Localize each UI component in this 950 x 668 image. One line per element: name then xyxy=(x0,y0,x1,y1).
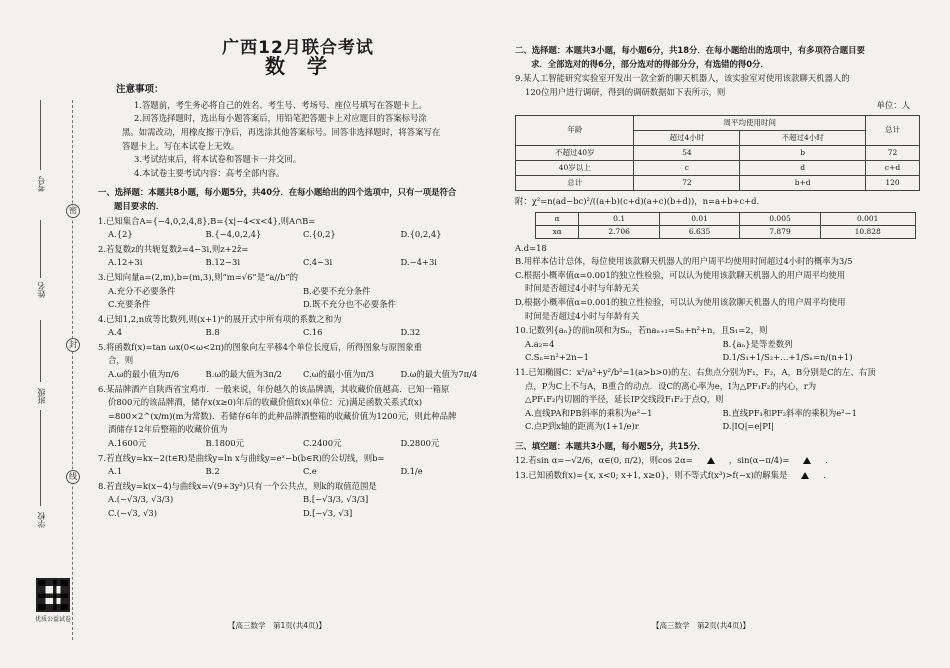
option: B.{−4,0,2,4} xyxy=(205,229,262,240)
critical-value-table xyxy=(535,212,916,239)
question-10: 10.记数列{aₙ}的前n项和为Sₙ，若naₙ₊₁=Sₙ+n²+n，且S₁=2，则 A.a₂=4 B.{aₙ}是等差数列 C.Sₙ=n²+2n−1 D.1/S₁+1/S₂+…+1/Sₙ=n/(n+1) xyxy=(515,324,920,365)
notice-item: 答题卡上。写在本试卷上无效。 xyxy=(122,140,240,151)
option: C.16 xyxy=(303,327,323,338)
option: D.1/S₁+1/S₂+…+1/Sₙ=n/(n+1) xyxy=(722,352,853,363)
table-row: xα 2.706 6.635 7.879 10.828 xyxy=(536,225,916,238)
class-label: 班级 xyxy=(37,388,46,404)
section-3-heading: 三、填空题：本题共3小题，每小题5分，共15分． xyxy=(515,440,706,451)
question-1: 1.已知集合A={−4,0,2,4,8},B={x|−4<x<4},则A∩B= A.{2} B.{−4,0,2,4} C.{0,2} D.{0,2,4} xyxy=(98,215,498,242)
seal-circle: 封 xyxy=(66,338,80,352)
notice-heading: 注意事项： xyxy=(116,84,164,96)
left-column xyxy=(98,40,498,521)
table-header: 总计 xyxy=(866,115,920,145)
option: A.ω的最小值为π/6 xyxy=(108,369,180,380)
option: C.充要条件 xyxy=(108,299,151,310)
table-header: 不超过4小时 xyxy=(740,130,866,145)
name-blank xyxy=(40,220,41,278)
exam-number-blank xyxy=(40,100,41,170)
binding-margin xyxy=(0,0,92,668)
page-footer-right: 【高三数学 第2页(共4页)】 xyxy=(652,621,750,630)
seal-circle: 线 xyxy=(66,470,80,484)
table-header: 年龄 xyxy=(516,115,634,145)
option: D.[−√3, √3] xyxy=(303,508,353,518)
table-row: 不超过40岁 54 b 72 xyxy=(516,145,920,160)
option: B.必要不充分条件 xyxy=(303,285,371,296)
option: B.用样本估计总体，每位使用该款聊天机器人的用户周平均使用时间超过4小时的概率为3/5 xyxy=(515,256,853,267)
seal-line xyxy=(72,100,73,640)
option: D.|IQ|=e|PI| xyxy=(722,421,774,432)
notice-item: 1.答题前，考生务必将自己的姓名、考生号、考场号、座位号填写在答题卡上。 xyxy=(134,99,427,110)
notice-item: 2.回答选择题时，选出每小题答案后，用铅笔把答题卡上对应题目的答案标号涂 xyxy=(134,113,427,124)
question-6: 6.某品牌酒产自陕西省宝鸡市．一般来说，年份越久的该品牌酒，其收藏价值越高．已知一箱原 价800元的该品牌酒，储存x(x≥0)年后的收藏价值f(x)(单位：元)满足函数关系式f(x) =800×2^(x/m)(m为常数)．若储存6年的此种品牌酒整箱的收藏价值为1200元，则此种品牌 酒储存12年后整箱的收藏价值为 A.1600元 B.1800元 C.2400元 D.2800元 xyxy=(98,383,498,451)
question-12: 12.若sin α=−√2/6，α∈(0, π/2)，则cos 2α= ，sin(α−π/4)= ． xyxy=(515,455,834,466)
table-row: 40岁以上 c d c+d xyxy=(516,160,920,175)
qr-code xyxy=(36,578,70,612)
notice-item: 3.考试结束后，将本试卷和答题卡一并交回。 xyxy=(134,154,302,165)
question-5: 5.将函数f(x)=tan ωx(0<ω<2π)的图象向左平移4个单位长度后，所得图象与原图象重 合，则 A.ω的最小值为π/6 B.ω的最大值为3π/2 C.ω的最小值为π/3 D.ω的最大值为7π/4 xyxy=(98,341,498,382)
answer-blank-icon xyxy=(803,457,811,464)
survey-table xyxy=(515,115,920,191)
notice-item: 黑。如需改动，用橡皮擦干净后，再选涂其他答案标号。回答非选择题时，将答案写在 xyxy=(122,126,441,137)
option: D.2800元 xyxy=(400,438,440,449)
exam-number-label: 考号 xyxy=(37,176,46,192)
option: D.{0,2,4} xyxy=(400,229,442,240)
question-2: 2.若复数z的共轭复数z̄=4−3i,则z+2z̄= A.12+3i B.12−3i C.4−3i D.−4+3i xyxy=(98,243,498,270)
question-4: 4.已知1,2,n成等比数列,则(x+1)ⁿ的展开式中所有项的系数之和为 A.4 B.8 C.16 D.32 xyxy=(98,313,498,340)
exam-title: 广西12月联合考试 xyxy=(222,38,374,58)
option: A.a₂=4 xyxy=(525,338,555,349)
question-3: 3.已知向量a=(2,m),b=(m,3),则“m=√6”是“a//b”的 A.充分不必要条件 B.必要不充分条件 C.充要条件 D.既不充分也不必要条件 xyxy=(98,271,498,312)
table-header: 超过4小时 xyxy=(634,130,740,145)
option: A.(−√3/3, √3/3) xyxy=(108,494,174,505)
option: B.8 xyxy=(205,327,220,338)
option: D.ω的最大值为7π/4 xyxy=(400,369,478,380)
option: B.2 xyxy=(205,466,220,477)
option: D.1/e xyxy=(400,466,423,477)
question-7: 7.若直线y=kx−2(t∈R)是曲线y=ln x与曲线y=eˣ−b(b∈R)的公切线，则b= A.1 B.2 C.e D.1/e xyxy=(98,452,498,479)
qr-caption: 优质公益试卷 xyxy=(34,616,71,623)
section-1-heading: 一、选择题：本题共8小题，每小题5分，共40分．在每小题给出的四个选项中，只有一项是符合 题目要求的． xyxy=(98,187,457,211)
question-9: 9.某人工智能研究实验室开发出一款全新的聊天机器人，该实验室对使用该款聊天机器人的 120位用户进行调研，得到的调研数据如下表所示，则 单位：人 年龄 周平均使用时间 总计 超过4小时 不超过4小时 不超过40岁 54 b 72 40岁以上 c d c+d 总计 72 b+d 120 附：χ²=n(ad−bc)²/((a+b)(c+d)(a+c)(b+d))，n=a+b+c+d． α 0.1 0.01 0.005 0.001 xα 2.706 6.635 7.879 10.828 A.d=18 B.用样本估计总体，每位使用该款聊天机器人的用户周平均使用时间超过4小时的概率为3/5 C.根据小概率值α=0.001的独立性检验，可以认为使用该款聊天机器人的用户周平均使用 时间是否超过4小时与年龄无关 D.根据小概率值α=0.001的独立性检验，可以认为使用该款聊天机器人的用户周平均使用 时间是否超过4小时与年龄有关 xyxy=(515,72,920,323)
table-header: 周平均使用时间 xyxy=(634,115,866,130)
option: A.充分不必要条件 xyxy=(108,285,176,296)
option: A.直线PA和PB斜率的乘积为e²−1 xyxy=(525,407,653,418)
page-footer-left: 【高三数学 第1页(共4页)】 xyxy=(228,621,326,630)
question-11: 11.已知椭圆C：x²/a²+y²/b²=1(a>b>0)的左、右焦点分别为F₁，F₂，A，B分别是C的左、右顶 点，P为C上不与A，B重合的动点．设C的离心率为e，I为△PF₁F₂的内心，r为 △PF₁F₂内切圆的半径，延长IP交线段F₁F₂于点Q，则 A.直线PA和PB斜率的乘积为e²−1 B.直线PF₁和PF₂斜率的乘积为e²−1 C.点P到x轴的距离为(1+1/e)r D.|IQ|=e|PI| xyxy=(515,366,920,434)
option: B.直线PF₁和PF₂斜率的乘积为e²−1 xyxy=(722,407,857,418)
option: B.12−3i xyxy=(205,257,240,268)
option-continued: 时间是否超过4小时与年龄无关 xyxy=(525,283,640,294)
option: D.根据小概率值α=0.001的独立性检验，可以认为使用该款聊天机器人的用户周平均使用 xyxy=(515,296,846,307)
option: A.12+3i xyxy=(108,257,143,268)
option: B.{aₙ}是等差数列 xyxy=(722,338,793,349)
right-column xyxy=(515,44,920,483)
question-13: 13.已知函数f(x)={x, x<0; x+1, x≥0}，则不等式f(x³)>f(−x)的解集是 ． xyxy=(515,470,832,481)
notice-section xyxy=(98,83,498,180)
option: A.{2} xyxy=(108,229,133,240)
chi-square-formula: 附：χ²=n(ad−bc)²/((a+b)(c+d)(a+c)(b+d))，n=a+b+c+d． xyxy=(515,195,765,206)
answer-blank-icon xyxy=(707,457,715,464)
answer-blank-icon xyxy=(801,472,809,479)
table-row: 总计 72 b+d 120 xyxy=(516,175,920,190)
name-label: 姓名 xyxy=(37,282,46,298)
school-label: 学校 xyxy=(37,512,46,528)
option: C.(−√3, √3) xyxy=(108,508,157,518)
school-blank xyxy=(40,410,41,506)
seal-circle: 密 xyxy=(66,204,80,218)
option: A.d=18 xyxy=(515,242,547,253)
unit-label: 单位：人 xyxy=(876,100,910,111)
section-2-heading: 二、选择题：本题共3小题，每小题6分，共18分．在每小题给出的选项中，有多项符合题目要 求．全部选对的得6分，部分选对的得部分分，有选错的得0分． xyxy=(515,45,865,69)
option: B.[−√3/3, √3/3] xyxy=(303,494,369,505)
class-blank xyxy=(40,320,41,382)
option: B.1800元 xyxy=(205,438,245,449)
option: C.e xyxy=(303,466,317,477)
option: D.既不充分也不必要条件 xyxy=(303,299,396,310)
option: D.−4+3i xyxy=(400,257,437,268)
option: A.1600元 xyxy=(108,438,147,449)
option: C.根据小概率值α=0.001的独立性检验，可以认为使用该款聊天机器人的用户周平均使用 xyxy=(515,269,846,280)
option: C.Sₙ=n²+2n−1 xyxy=(525,352,589,363)
option: C.点P到x轴的距离为(1+1/e)r xyxy=(525,421,639,432)
option: C.ω的最小值为π/3 xyxy=(303,369,375,380)
option: C.4−3i xyxy=(303,257,333,268)
question-8: 8.若直线y=k(x−4)与曲线x=√(9+3y²)只有一个公共点，则k的取值范围是 A.(−√3/3, √3/3) B.[−√3/3, √3/3] C.(−√3, √3) D.[−√3, √3] xyxy=(98,480,498,521)
notice-item: 4.本试卷主要考试内容：高考全部内容。 xyxy=(134,167,285,178)
option: B.ω的最大值为3π/2 xyxy=(205,369,283,380)
option: C.2400元 xyxy=(303,438,342,449)
option: A.4 xyxy=(108,327,123,338)
option: D.32 xyxy=(400,327,421,338)
option-continued: 时间是否超过4小时与年龄有关 xyxy=(525,310,640,321)
table-row: α 0.1 0.01 0.005 0.001 xyxy=(536,212,916,225)
option: A.1 xyxy=(108,466,123,477)
option: C.{0,2} xyxy=(303,229,336,240)
subject-title: 数学 xyxy=(265,53,349,78)
